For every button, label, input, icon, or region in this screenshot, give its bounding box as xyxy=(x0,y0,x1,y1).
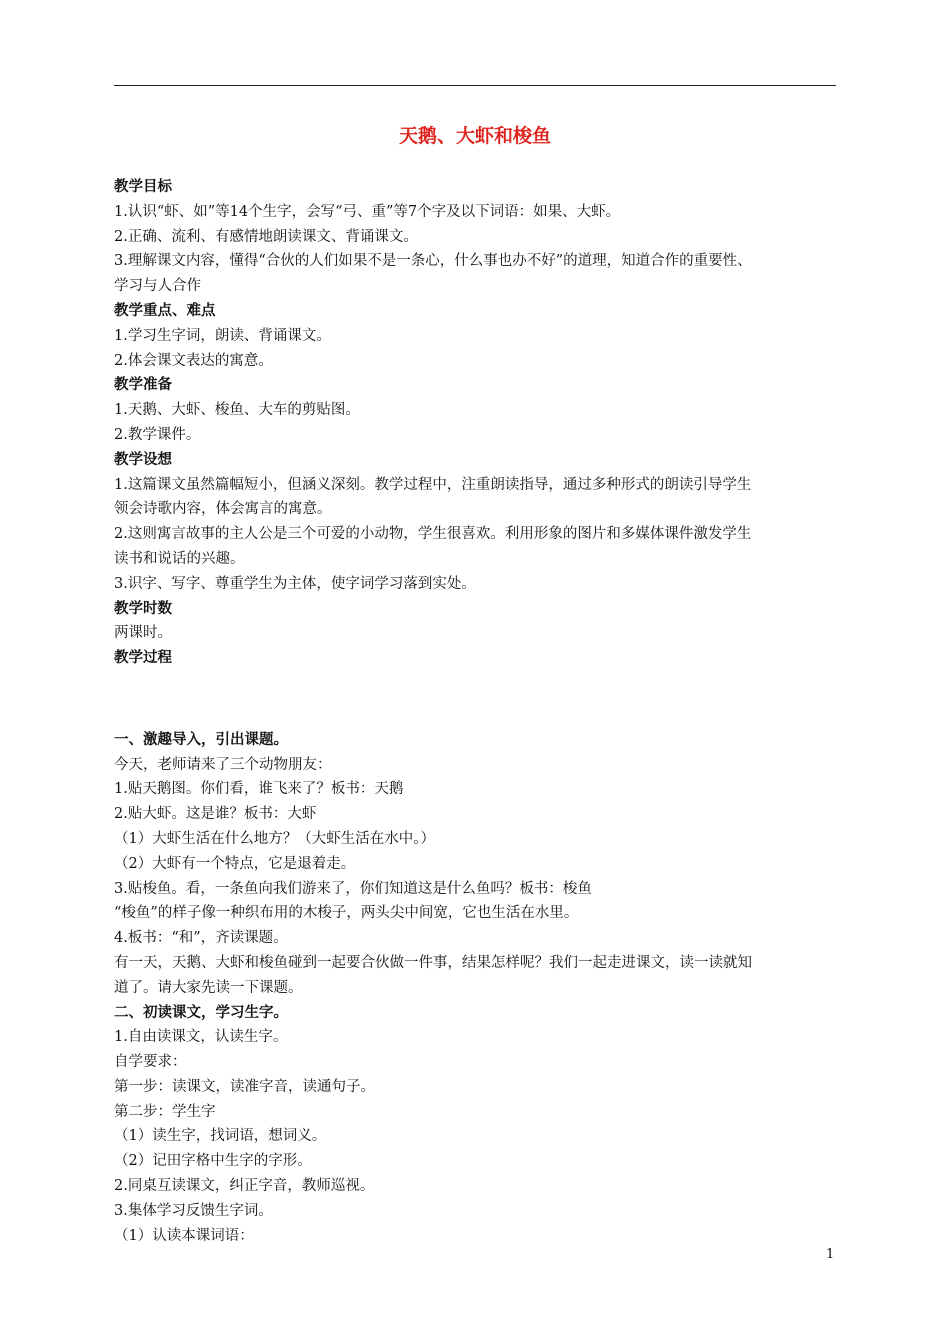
paragraph-line: （2）大虾有一个特点，它是退着走。 xyxy=(114,855,356,872)
paragraph-line: 1.贴天鹅图。你们看，谁飞来了？板书：天鹅 xyxy=(114,781,404,798)
paragraph-line: 2.教学课件。 xyxy=(114,426,201,443)
paragraph-line: （1）读生字，找词语，想词义。 xyxy=(114,1128,327,1145)
paragraph-line: “梭鱼”的样子像一种织布用的木梭子，两头尖中间宽，它也生活在水里。 xyxy=(114,905,579,922)
blank-line xyxy=(114,687,844,712)
paragraph-line: 2.这则寓言故事的主人公是三个可爱的小动物，学生很喜欢。利用形象的图片和多媒体课件激发学生 xyxy=(114,526,752,543)
section-heading: 教学时数 xyxy=(114,600,172,617)
paragraph-line: 道了。请大家先读一下课题。 xyxy=(114,979,303,996)
paragraph-line: 有一天，天鹅、大虾和梭鱼碰到一起要合伙做一件事，结果怎样呢？我们一起走进课文，读一读就知 xyxy=(114,954,752,971)
paragraph-line: 1.自由读课文，认读生字。 xyxy=(114,1029,288,1046)
header-rule xyxy=(114,85,836,86)
section-heading: 二、初读课文，学习生字。 xyxy=(114,1004,288,1021)
paragraph-line: 读书和说话的兴趣。 xyxy=(114,550,245,567)
section-heading: 教学目标 xyxy=(114,179,172,195)
page-title: 天鹅、大虾和梭鱼 xyxy=(398,125,551,147)
paragraph-line: 第二步：学生字 xyxy=(114,1103,216,1120)
paragraph-line: 3.贴梭鱼。看，一条鱼向我们游来了，你们知道这是什么鱼吗？板书：梭鱼 xyxy=(114,880,592,897)
paragraph-line: 今天，老师请来了三个动物朋友： xyxy=(114,756,332,773)
paragraph-line: 1.认识“虾、如”等14个生字，会写“弓、重”等7个字及以下词语：如果、大虾。 xyxy=(114,203,621,220)
paragraph-line: 2.贴大虾。这是谁？板书：大虾 xyxy=(114,806,317,823)
paragraph-line: 1.天鹅、大虾、梭鱼、大车的剪贴图。 xyxy=(114,402,360,419)
paragraph-line: 自学要求： xyxy=(114,1054,187,1071)
paragraph-line: 3.识字、写字、尊重学生为主体，使字词学习落到实处。 xyxy=(114,575,476,592)
paragraph-line: 两课时。 xyxy=(114,625,172,642)
document-body xyxy=(114,175,844,1248)
section-heading: 教学过程 xyxy=(114,650,172,667)
paragraph-line: 1.这篇课文虽然篇幅短小，但涵义深刻。教学过程中，注重朗读指导，通过多种形式的朗读引导学生 xyxy=(114,476,752,493)
paragraph-line: （1）大虾生活在什么地方？（大虾生活在水中。） xyxy=(114,830,435,847)
paragraph-line: （1）认读本课词语： xyxy=(114,1227,254,1244)
section-heading: 一、激趣导入，引出课题。 xyxy=(114,731,288,748)
paragraph-line: 2.体会课文表达的寓意。 xyxy=(114,352,273,369)
section-heading: 教学准备 xyxy=(114,377,172,394)
paragraph-line: 3.集体学习反馈生字词。 xyxy=(114,1202,273,1219)
paragraph-line: 4.板书：“和”，齐读课题。 xyxy=(114,930,288,947)
paragraph-line: 3.理解课文内容，懂得“合伙的人们如果不是一条心，什么事也办不好”的道理，知道合作的重要性、 xyxy=(114,253,752,270)
paragraph-line: 1.学习生字词，朗读、背诵课文。 xyxy=(114,327,331,344)
paragraph-line: （2）记田字格中生字的字形。 xyxy=(114,1153,312,1170)
paragraph-line: 领会诗歌内容，体会寓言的寓意。 xyxy=(114,501,332,518)
paragraph-line: 学习与人合作 xyxy=(114,278,201,295)
paragraph-line: 2.同桌互读课文，纠正字音，教师巡视。 xyxy=(114,1178,375,1195)
paragraph-line: 第一步：读课文，读准字音，读通句子。 xyxy=(114,1078,375,1095)
paragraph-line: 2.正确、流利、有感情地朗读课文、背诵课文。 xyxy=(114,228,418,245)
section-heading: 教学重点、难点 xyxy=(114,302,216,319)
section-heading: 教学设想 xyxy=(114,451,172,468)
page-number: 1 xyxy=(826,1247,835,1262)
